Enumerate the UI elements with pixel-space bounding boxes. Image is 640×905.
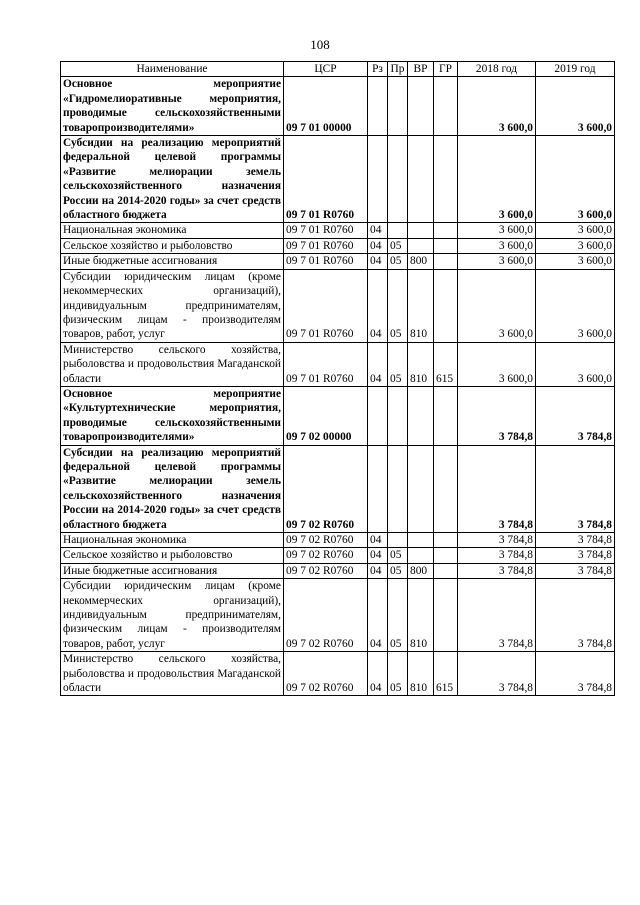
cell-csr: 09 7 02 R0760: [284, 533, 368, 548]
header-pr: Пр: [388, 62, 408, 77]
cell-2018: 3 600,0: [458, 238, 536, 253]
cell-csr: 09 7 01 R0760: [284, 269, 368, 342]
cell-csr: 09 7 02 R0760: [284, 548, 368, 563]
cell-name: Сельское хозяйство и рыболовство: [61, 238, 284, 253]
cell-2019: 3 784,8: [536, 533, 615, 548]
cell-csr: 09 7 01 R0760: [284, 136, 368, 223]
cell-csr: 09 7 01 R0760: [284, 238, 368, 253]
cell-csr: 09 7 02 00000: [284, 386, 368, 445]
cell-vr: [408, 238, 434, 253]
cell-rz: 04: [368, 269, 388, 342]
cell-pr: 05: [388, 563, 408, 578]
cell-name: Субсидии на реализацию мероприятий федеральной целевой программы «Развитие мелиорации земель сельскохозяйственного назначения России на 2014-2020 годы» за счет средств областного бюджета: [61, 136, 284, 223]
cell-name: Сельское хозяйство и рыболовство: [61, 548, 284, 563]
cell-gr: [434, 533, 458, 548]
table-row: [61, 533, 615, 548]
cell-2019: 3 784,8: [536, 548, 615, 563]
table-row: [61, 652, 615, 696]
cell-rz: [368, 445, 388, 532]
cell-vr: [408, 533, 434, 548]
cell-name: Министерство сельского хозяйства, рыболовства и продовольствия Магаданской области: [61, 342, 284, 386]
cell-2018: 3 784,8: [458, 386, 536, 445]
cell-csr: 09 7 02 R0760: [284, 563, 368, 578]
cell-name: Субсидии на реализацию мероприятий федеральной целевой программы «Развитие мелиорации земель сельскохозяйственного назначения России на 2014-2020 годы» за счет средств областного бюджета: [61, 445, 284, 532]
page-number: 108: [310, 37, 330, 52]
table-row: [61, 563, 615, 578]
header-2019: 2019 год: [536, 62, 615, 77]
cell-pr: [388, 223, 408, 238]
table-header-row: [61, 62, 615, 77]
table-row: [61, 77, 615, 136]
cell-2019: 3 600,0: [536, 77, 615, 136]
cell-2019: 3 784,8: [536, 445, 615, 532]
cell-rz: [368, 136, 388, 223]
cell-gr: [434, 579, 458, 652]
cell-name: Министерство сельского хозяйства, рыболовства и продовольствия Магаданской области: [61, 652, 284, 696]
cell-csr: 09 7 01 R0760: [284, 342, 368, 386]
cell-2019: 3 600,0: [536, 342, 615, 386]
cell-gr: [434, 386, 458, 445]
cell-2018: 3 600,0: [458, 136, 536, 223]
cell-pr: 05: [388, 652, 408, 696]
table-row: [61, 445, 615, 532]
table-body: [61, 77, 615, 696]
cell-2019: 3 600,0: [536, 223, 615, 238]
cell-rz: 04: [368, 238, 388, 253]
cell-vr: 800: [408, 563, 434, 578]
cell-vr: [408, 136, 434, 223]
cell-pr: 05: [388, 548, 408, 563]
cell-pr: 05: [388, 269, 408, 342]
cell-vr: [408, 386, 434, 445]
cell-csr: 09 7 01 R0760: [284, 223, 368, 238]
cell-pr: 05: [388, 254, 408, 269]
cell-2018: 3 784,8: [458, 445, 536, 532]
cell-name: Субсидии юридическим лицам (кроме некоммерческих организаций), индивидуальным предпринимателям, физическим лицам - производителям товаров, работ, услуг: [61, 269, 284, 342]
cell-csr: 09 7 01 00000: [284, 77, 368, 136]
header-gr: ГР: [434, 62, 458, 77]
cell-rz: [368, 386, 388, 445]
cell-gr: [434, 136, 458, 223]
cell-vr: 810: [408, 342, 434, 386]
cell-2019: 3 600,0: [536, 269, 615, 342]
cell-2019: 3 784,8: [536, 563, 615, 578]
cell-gr: [434, 563, 458, 578]
header-vr: ВР: [408, 62, 434, 77]
cell-vr: 810: [408, 652, 434, 696]
cell-vr: 800: [408, 254, 434, 269]
cell-gr: [434, 223, 458, 238]
cell-pr: 05: [388, 579, 408, 652]
cell-2018: 3 600,0: [458, 77, 536, 136]
cell-rz: 04: [368, 579, 388, 652]
cell-vr: [408, 548, 434, 563]
table-row: [61, 386, 615, 445]
cell-2018: 3 600,0: [458, 254, 536, 269]
table-row: [61, 223, 615, 238]
cell-vr: [408, 445, 434, 532]
table-row: [61, 548, 615, 563]
cell-2018: 3 600,0: [458, 269, 536, 342]
cell-name: Основное мероприятие «Культуртехнические мероприятия, проводимые сельскохозяйственными товаропроизводителями»: [61, 386, 284, 445]
table-row: [61, 254, 615, 269]
cell-rz: 04: [368, 254, 388, 269]
cell-2019: 3 600,0: [536, 254, 615, 269]
cell-2018: 3 600,0: [458, 223, 536, 238]
cell-vr: [408, 77, 434, 136]
header-rz: Рз: [368, 62, 388, 77]
cell-2018: 3 784,8: [458, 548, 536, 563]
cell-rz: 04: [368, 548, 388, 563]
cell-pr: [388, 386, 408, 445]
cell-gr: [434, 254, 458, 269]
cell-pr: 05: [388, 342, 408, 386]
cell-rz: 04: [368, 652, 388, 696]
table-row: [61, 238, 615, 253]
cell-2019: 3 784,8: [536, 652, 615, 696]
cell-pr: [388, 445, 408, 532]
cell-gr: 615: [434, 652, 458, 696]
table-row: [61, 342, 615, 386]
cell-pr: [388, 136, 408, 223]
cell-2018: 3 784,8: [458, 563, 536, 578]
cell-rz: [368, 77, 388, 136]
table-row: [61, 269, 615, 342]
cell-2019: 3 600,0: [536, 238, 615, 253]
cell-name: Национальная экономика: [61, 533, 284, 548]
budget-table: [60, 61, 615, 696]
cell-gr: [434, 269, 458, 342]
table-row: [61, 136, 615, 223]
cell-2018: 3 784,8: [458, 579, 536, 652]
cell-gr: [434, 238, 458, 253]
cell-gr: [434, 445, 458, 532]
cell-pr: 05: [388, 238, 408, 253]
cell-csr: 09 7 02 R0760: [284, 652, 368, 696]
table-row: [61, 579, 615, 652]
cell-rz: 04: [368, 563, 388, 578]
cell-2018: 3 600,0: [458, 342, 536, 386]
header-name: Наименование: [61, 62, 284, 77]
cell-gr: [434, 548, 458, 563]
cell-rz: 04: [368, 533, 388, 548]
cell-vr: 810: [408, 579, 434, 652]
header-csr: ЦСР: [284, 62, 368, 77]
cell-vr: [408, 223, 434, 238]
cell-gr: [434, 77, 458, 136]
cell-rz: 04: [368, 342, 388, 386]
cell-name: Национальная экономика: [61, 223, 284, 238]
cell-name: Субсидии юридическим лицам (кроме некоммерческих организаций), индивидуальным предпринимателям, физическим лицам - производителям товаров, работ, услуг: [61, 579, 284, 652]
cell-2018: 3 784,8: [458, 652, 536, 696]
cell-csr: 09 7 01 R0760: [284, 254, 368, 269]
cell-rz: 04: [368, 223, 388, 238]
header-2018: 2018 год: [458, 62, 536, 77]
cell-2019: 3 600,0: [536, 136, 615, 223]
cell-pr: [388, 533, 408, 548]
cell-2018: 3 784,8: [458, 533, 536, 548]
cell-2019: 3 784,8: [536, 579, 615, 652]
cell-name: Иные бюджетные ассигнования: [61, 563, 284, 578]
cell-csr: 09 7 02 R0760: [284, 445, 368, 532]
cell-pr: [388, 77, 408, 136]
cell-name: Иные бюджетные ассигнования: [61, 254, 284, 269]
cell-csr: 09 7 02 R0760: [284, 579, 368, 652]
cell-gr: 615: [434, 342, 458, 386]
cell-vr: 810: [408, 269, 434, 342]
cell-name: Основное мероприятие «Гидромелиоративные мероприятия, проводимые сельскохозяйственными товаропроизводителями»: [61, 77, 284, 136]
cell-2019: 3 784,8: [536, 386, 615, 445]
